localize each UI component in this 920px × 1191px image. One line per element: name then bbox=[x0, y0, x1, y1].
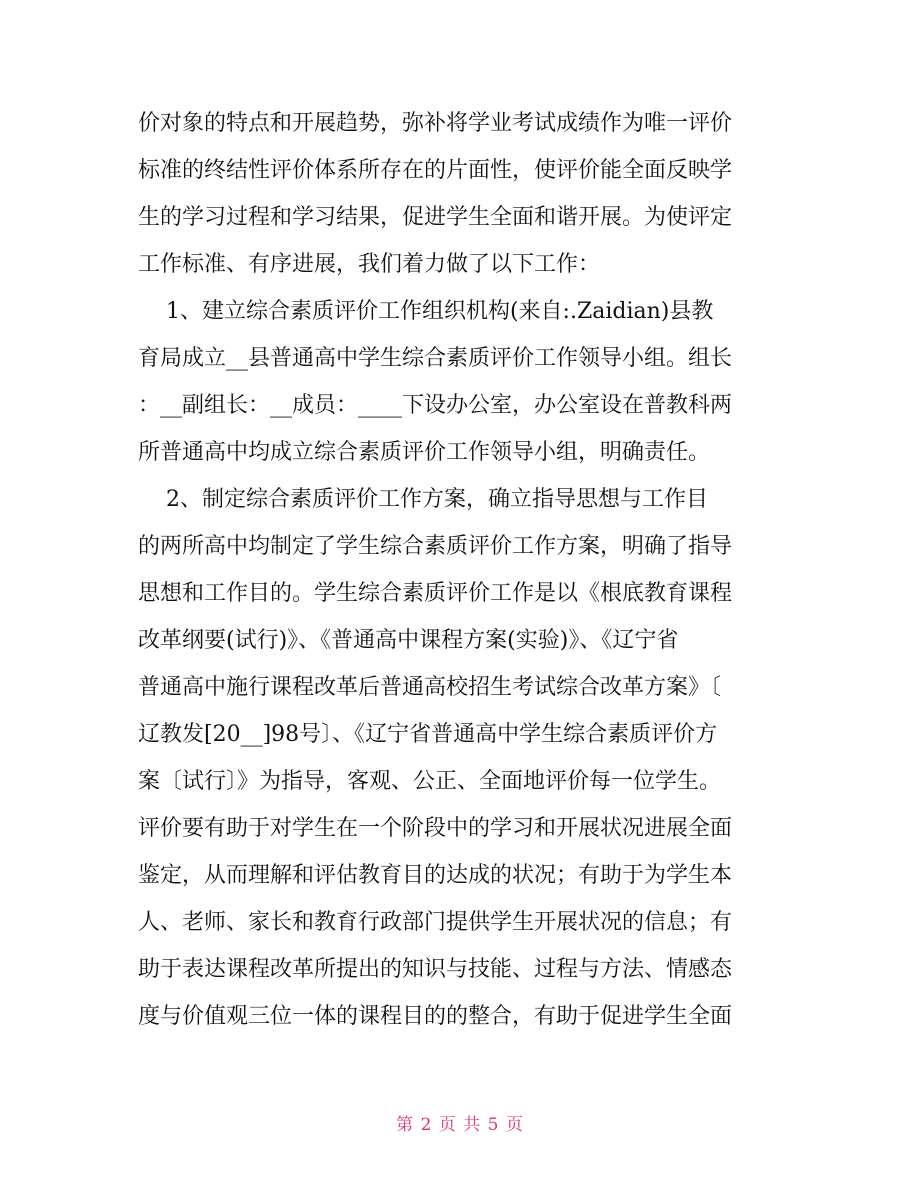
text-line: 工作标准、有序进展，我们着力做了以下工作： bbox=[138, 252, 601, 277]
text-line: 思想和工作目的。学生综合素质评价工作是以《根底教育课程 bbox=[138, 581, 733, 606]
text-line: 的两所高中均制定了学生综合素质评价工作方案，明确了指导 bbox=[138, 534, 733, 559]
text-line: 价对象的特点和开展趋势，弥补将学业考试成绩作为唯一评价 bbox=[138, 111, 733, 136]
text-line: 标准的终结性评价体系所存在的片面性，使评价能全面反映学 bbox=[138, 158, 733, 183]
text-line: 助于表达课程改革所提出的知识与技能、过程与方法、情感态 bbox=[138, 957, 733, 982]
text-line: 所普通高中均成立综合素质评价工作领导小组，明确责任。 bbox=[138, 440, 711, 465]
text-line: 案〔试行〕》为指导，客观、公正、全面地评价每一位学生。 bbox=[138, 769, 722, 794]
text-line: 改革纲要(试行)》、《普通高中课程方案(实验)》、《辽宁省 bbox=[138, 628, 679, 653]
page-number-footer: 第 2 页 共 5 页 bbox=[396, 1115, 524, 1135]
text-line: 普通高中施行课程改革后普通高校招生考试综合改革方案》〔 bbox=[138, 675, 722, 700]
text-line: 1、建立综合素质评价工作组织机构(来自:.Zaidian)县教 bbox=[138, 299, 714, 324]
text-line: 辽教发[20__]98号〕、《辽宁省普通高中学生综合素质评价方 bbox=[138, 722, 718, 747]
text-line: 评价要有助于对学生在一个阶段中的学习和开展状况进展全面 bbox=[138, 816, 733, 841]
text-line: 人、老师、家长和教育行政部门提供学生开展状况的信息；有 bbox=[138, 910, 733, 935]
text-line: 育局成立__县普通高中学生综合素质评价工作领导小组。组长 bbox=[138, 346, 733, 371]
document-body bbox=[138, 100, 788, 1040]
text-line: 2、制定综合素质评价工作方案，确立指导思想与工作目 bbox=[138, 487, 708, 512]
text-line: 生的学习过程和学习结果，促进学生全面和谐开展。为使评定 bbox=[138, 205, 733, 230]
text-line: 度与价值观三位一体的课程目的的整合，有助于促进学生全面 bbox=[138, 1004, 733, 1029]
text-line: 鉴定，从而理解和评估教育目的达成的状况；有助于为学生本 bbox=[138, 863, 733, 888]
text-line: ：__副组长：__成员：____下设办公室，办公室设在普教科两 bbox=[138, 393, 733, 418]
